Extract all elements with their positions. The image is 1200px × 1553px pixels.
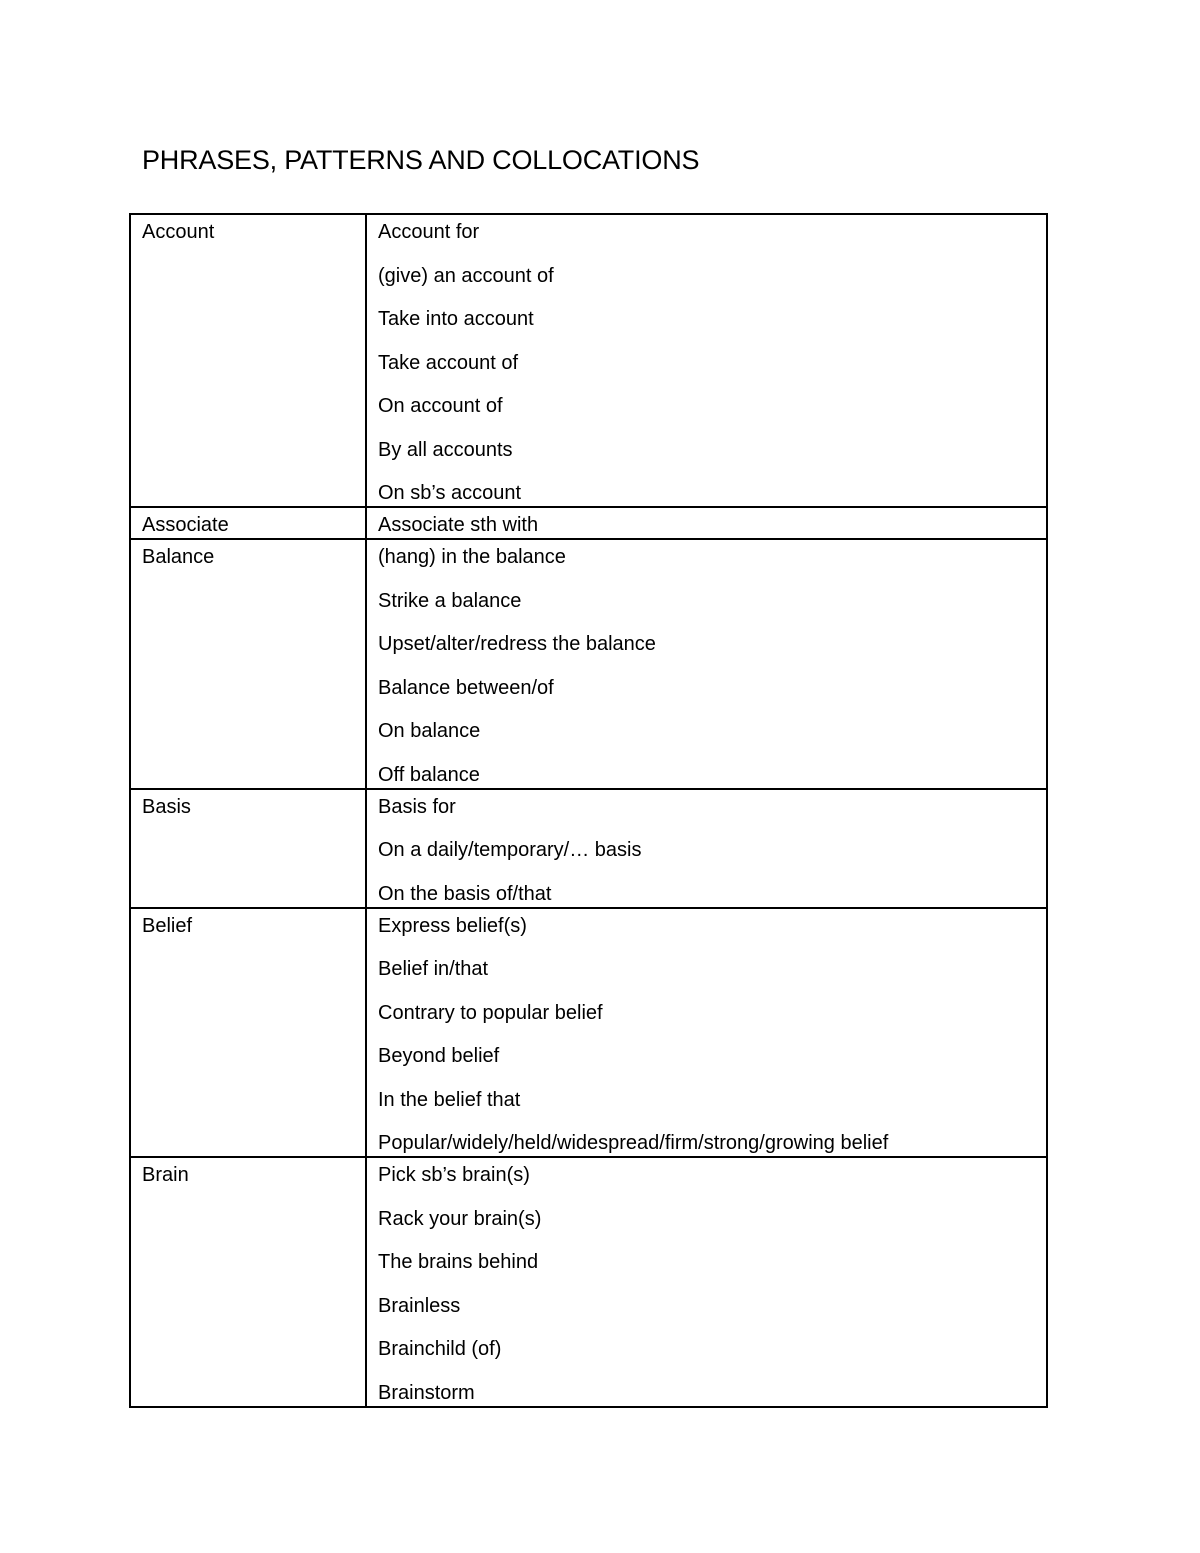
phrase-item: Off balance <box>378 763 480 786</box>
phrase-item: On balance <box>378 720 481 742</box>
headword-cell: Brain <box>131 1158 367 1406</box>
phrases-cell <box>367 508 1046 538</box>
phrase-item: Pick sb’s brain(s) <box>378 1164 530 1186</box>
phrase-item: In the belief that <box>378 1088 521 1111</box>
phrase-item: On account of <box>378 395 503 417</box>
phrases-cell <box>367 909 1046 1157</box>
phrase-item: Popular/widely/held/widespread/firm/strong/growing belief <box>378 1132 889 1154</box>
phrase-item: Express belief(s) <box>378 914 527 937</box>
phrase-item: On sb’s account <box>378 482 522 504</box>
phrase-item: Belief in/that <box>378 958 489 980</box>
phrase-item: Associate sth with <box>378 514 539 536</box>
phrase-item: Take into account <box>378 308 534 330</box>
phrases-cell <box>367 790 1046 907</box>
phrase-item: On a daily/temporary/… basis <box>378 839 642 861</box>
phrases-cell <box>367 1158 1046 1406</box>
table-row <box>131 907 1046 1157</box>
phrase-item: Brainless <box>378 1294 461 1317</box>
headword-cell: Account <box>131 215 367 506</box>
headword-cell: Belief <box>131 909 367 1157</box>
phrase-item: The brains behind <box>378 1251 539 1273</box>
phrases-cell <box>367 215 1046 506</box>
phrase-item: Strike a balance <box>378 589 522 612</box>
headword-cell: Balance <box>131 540 367 788</box>
phrase-item: (give) an account of <box>378 264 554 287</box>
table-row <box>131 215 1046 506</box>
phrase-item: Brainstorm <box>378 1381 475 1404</box>
phrase-item: Balance between/of <box>378 676 554 699</box>
phrase-item: Contrary to popular belief <box>378 1001 603 1024</box>
phrase-item: Basis for <box>378 795 456 818</box>
phrase-item: Upset/alter/redress the balance <box>378 633 656 655</box>
table-row <box>131 788 1046 907</box>
page-title: PHRASES, PATTERNS AND COLLOCATIONS <box>142 145 700 175</box>
headword-cell: Basis <box>131 790 367 907</box>
phrase-item: Take account of <box>378 351 519 374</box>
phrase-item: Brainchild (of) <box>378 1338 502 1360</box>
phrases-cell <box>367 540 1046 788</box>
phrase-item: Rack your brain(s) <box>378 1207 542 1230</box>
table-row <box>131 1156 1046 1406</box>
phrase-item: By all accounts <box>378 438 513 461</box>
table-row <box>131 506 1046 538</box>
headword-cell: Associate <box>131 508 367 538</box>
table-row <box>131 538 1046 788</box>
phrase-item: Beyond belief <box>378 1045 500 1067</box>
phrase-item: (hang) in the balance <box>378 546 566 568</box>
collocations-table <box>129 213 1048 1408</box>
phrase-item: Account for <box>378 221 480 243</box>
phrase-item: On the basis of/that <box>378 882 552 905</box>
